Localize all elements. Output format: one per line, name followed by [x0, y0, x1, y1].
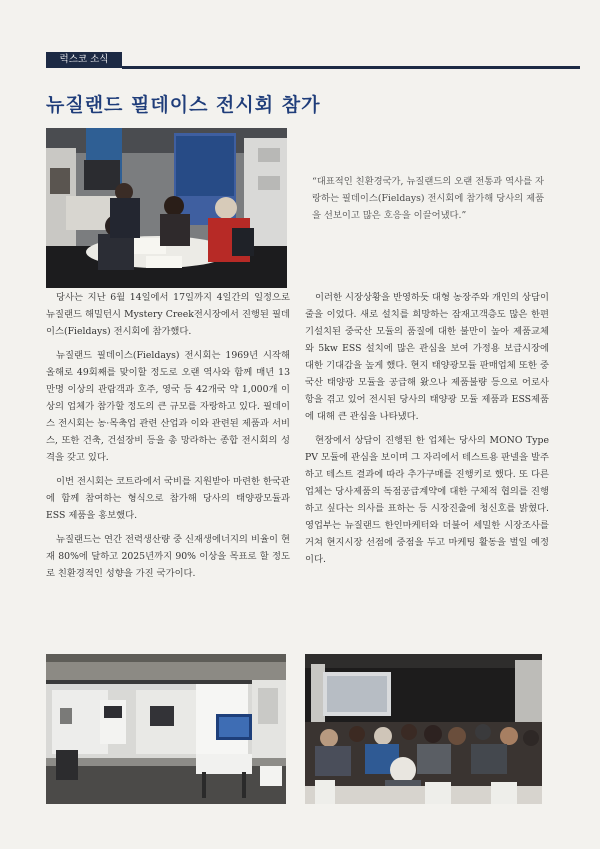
- paragraph: 이번 전시회는 코트라에서 국비를 지원받아 마련한 한국관에 함께 참여하는 형식으로 참가해 당사의 태양광모듈과 ESS 제품을 홍보했다.: [46, 476, 290, 521]
- paragraph: 이러한 시장상황을 반영하듯 대형 농장주와 개인의 상담이 줄을 이었다. 새로 설치를 희망하는 잠재고객층도 많은 한편 기설치된 중국산 모듈의 품질에 대한 불만이 높아 제품교체와 5kw ESS 설치에 많은 관심을 보여 가정용 보급시장에 대한 기대감을 높게 했다. 현지 태양광모듈 판매업체 또한 중국산 태양광 모듈을 공급해 왔으나 제품불량 등으로 어로사항을 겪고 있어 전시된 당사의 태양광 모듈 제품과 ESS제품에 대해 큰 관심을 나타냈다.: [305, 292, 549, 422]
- paragraph: 뉴질랜드 필데이스(Fieldays) 전시회는 1969년 시작해 올해로 49회째를 맞이할 정도로 오랜 역사와 함께 매년 13만명 이상의 관람객과 호주, 영국 등 42개국 약 1,000개 이상의 업체가 참가할 정도의 큰 규모를 자랑하고 있다. 필데이스 전시회는 농·목축업 관련 산업과 이와 관련된 제품과 서비스, 또한 건축, 건설장비 등을 총 망라하는 종합 전시회의 성격을 갖고 있다.: [46, 350, 290, 463]
- paragraph: 현장에서 상담이 진행된 한 업체는 당사의 MONO Type PV 모듈에 관심을 보이며 그 자리에서 테스트용 판넬을 발주하고 테스트 결과에 따라 추가구매를 진행키로 했다. 또 다른 업체는 당사제품의 독점공급계약에 대한 구체적 협의를 진행하고 싶다는 의사를 표하는 등 시장진출에 청신호를 밝혔다. 영업부는 뉴질랜드 한인마케터와 더불어 세밀한 시장조사를 거쳐 현지시장 선점에 중점을 두고 마케팅 활동을 벌일 예정이다.: [305, 435, 549, 565]
- photo-booth-meeting: [46, 128, 287, 288]
- section-tab: 럭스코 소식: [46, 52, 122, 68]
- paragraph: 뉴질랜드는 연간 전력생산량 중 신재생에너지의 비율이 현재 80%에 달하고 2025년까지 90% 이상을 목표로 할 정도로 친환경적인 성향을 가진 국가이다.: [46, 534, 290, 579]
- paragraph: 당사는 지난 6월 14일에서 17일까지 4일간의 일정으로 뉴질랜드 해밀턴시 Mystery Creek전시장에서 진행된 필데이스(Fieldays) 전시회에 참가했다.: [46, 292, 290, 337]
- article-column-left: [46, 289, 290, 589]
- section-rule: [122, 66, 580, 69]
- photo-exhibition-booths: [46, 654, 286, 804]
- pull-quote: “대표적인 친환경국가, 뉴질랜드의 오랜 전통과 역사를 자랑하는 필데이스(Fieldays) 전시회에 참가해 당사의 제품을 선보이고 많은 호응을 이끌어냈다.”: [312, 176, 545, 221]
- article-column-right: [305, 289, 549, 575]
- photo-audience-presentation: [305, 654, 542, 804]
- page-title: 뉴질랜드 필데이스 전시회 참가: [46, 94, 321, 116]
